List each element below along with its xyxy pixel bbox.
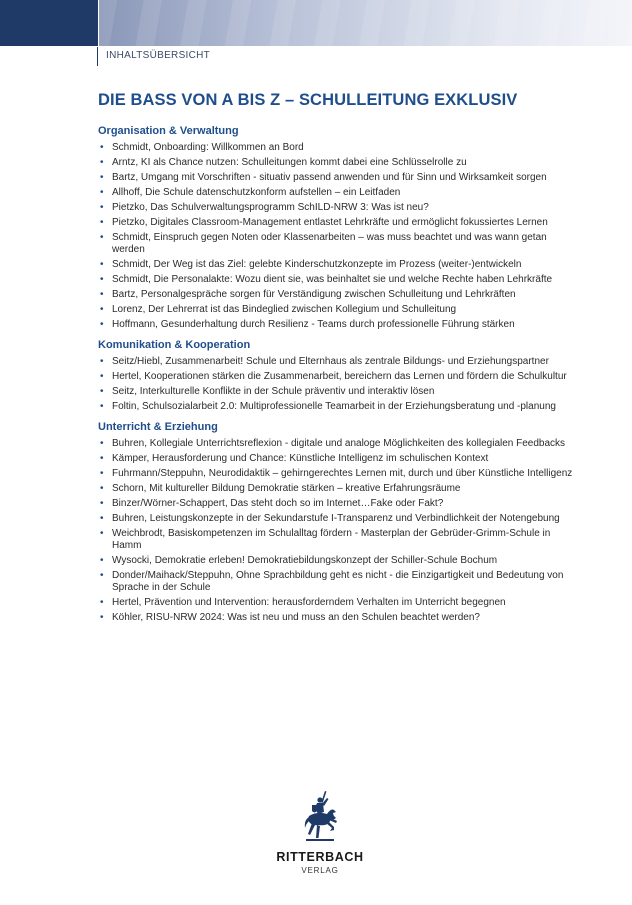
bullet-icon: • xyxy=(100,157,104,168)
knight-on-horse-icon xyxy=(299,790,341,848)
list-item xyxy=(98,570,580,594)
list-item xyxy=(98,498,580,510)
bullet-icon: • xyxy=(100,371,104,382)
header-image-band xyxy=(99,0,632,46)
bullet-icon: • xyxy=(100,498,104,509)
bullet-icon: • xyxy=(100,570,104,581)
list-item-text: Schmidt, Onboarding: Willkommen an Bord xyxy=(112,142,304,153)
list-item-text: Bartz, Personalgespräche sorgen für Verständigung zwischen Schulleitung und Lehrkräften xyxy=(112,289,516,300)
list-item-text: Foltin, Schulsozialarbeit 2.0: Multiprofessionelle Teamarbeit in der Erziehungsberatung und -planung xyxy=(112,401,556,412)
bullet-icon: • xyxy=(100,259,104,270)
list-item xyxy=(98,386,580,398)
article-list xyxy=(98,356,580,413)
list-item-text: Schmidt, Der Weg ist das Ziel: gelebte Kinderschutzkonzepte im Prozess (weiter-)entwickeln xyxy=(112,259,522,270)
list-item-text: Seitz, Interkulturelle Konflikte in der Schule präventiv und interaktiv lösen xyxy=(112,386,435,397)
bullet-icon: • xyxy=(100,304,104,315)
bullet-icon: • xyxy=(100,438,104,449)
list-item xyxy=(98,172,580,184)
list-item-text: Schmidt, Die Personalakte: Wozu dient sie, was beinhaltet sie und welche Rechte haben Lehrkräfte xyxy=(112,274,553,285)
list-item xyxy=(98,202,580,214)
list-item xyxy=(98,528,580,552)
list-item xyxy=(98,612,580,624)
bullet-icon: • xyxy=(100,232,104,243)
list-item-text: Fuhrmann/Steppuhn, Neurodidaktik – gehirngerechtes Lernen mit, durch und über Künstliche Intelligenz xyxy=(112,468,573,479)
publisher-logo xyxy=(270,790,370,875)
page-title: DIE BASS VON A BIS Z – SCHULLEITUNG EXKLUSIV xyxy=(98,91,518,109)
list-item xyxy=(98,483,580,495)
list-item-text: Weichbrodt, Basiskompetenzen im Schulalltag fördern - Masterplan der Gebrüder-Grimm-Schule in Hamm xyxy=(112,528,551,551)
table-of-contents xyxy=(98,124,580,631)
list-item-text: Lorenz, Der Lehrerrat ist das Bindeglied zwischen Kollegium und Schulleitung xyxy=(112,304,457,315)
bullet-icon: • xyxy=(100,142,104,153)
bullet-icon: • xyxy=(100,187,104,198)
list-item-text: Pietzko, Digitales Classroom-Management entlastet Lehrkräfte und ermöglicht fokussiertes Lernen xyxy=(112,217,548,228)
bullet-icon: • xyxy=(100,612,104,623)
category-heading: Komunikation & Kooperation xyxy=(98,339,251,351)
logo-wordmark: RITTERBACH xyxy=(276,850,364,864)
bullet-icon: • xyxy=(100,453,104,464)
list-item-text: Schorn, Mit kultureller Bildung Demokratie stärken – kreative Erfahrungsräume xyxy=(112,483,461,494)
list-item-text: Köhler, RISU-NRW 2024: Was ist neu und muss an den Schulen beachtet werden? xyxy=(112,612,480,623)
list-item-text: Schmidt, Einspruch gegen Noten oder Klassenarbeiten – was muss beachtet und was wann getan werden xyxy=(112,232,547,255)
logo-subtitle: VERLAG xyxy=(301,866,339,875)
header-divider-horizontal xyxy=(0,46,632,47)
list-item-text: Allhoff, Die Schule datenschutzkonform aufstellen – ein Leitfaden xyxy=(112,187,401,198)
list-item xyxy=(98,142,580,154)
category-heading: Organisation & Verwaltung xyxy=(98,125,239,137)
bullet-icon: • xyxy=(100,483,104,494)
list-item xyxy=(98,597,580,609)
bullet-icon: • xyxy=(100,202,104,213)
category-heading: Unterricht & Erziehung xyxy=(98,421,218,433)
list-item-text: Buhren, Kollegiale Unterrichtsreflexion - digitale und analoge Möglichkeiten des kollegialen Feedbacks xyxy=(112,438,566,449)
list-item xyxy=(98,438,580,450)
bullet-icon: • xyxy=(100,274,104,285)
list-item xyxy=(98,187,580,199)
list-item xyxy=(98,157,580,169)
list-item xyxy=(98,401,580,413)
bullet-icon: • xyxy=(100,172,104,183)
list-item xyxy=(98,274,580,286)
section-label: INHALTSÜBERSICHT xyxy=(106,50,211,61)
list-item xyxy=(98,217,580,229)
bullet-icon: • xyxy=(100,528,104,539)
list-item-text: Wysocki, Demokratie erleben! Demokratiebildungskonzept der Schiller-Schule Bochum xyxy=(112,555,498,566)
list-item-text: Hertel, Kooperationen stärken die Zusammenarbeit, bereichern das Lernen und fördern die Schulkultur xyxy=(112,371,567,382)
bullet-icon: • xyxy=(100,401,104,412)
bullet-icon: • xyxy=(100,597,104,608)
list-item-text: Seitz/Hiebl, Zusammenarbeit! Schule und Elternhaus als zentrale Bildungs- und Erziehungspartner xyxy=(112,356,549,367)
header-color-block xyxy=(0,0,97,46)
list-item-text: Donder/Maihack/Steppuhn, Ohne Sprachbildung geht es nicht - die Einzigartigkeit und Bedeutung von Sprache in der Schule xyxy=(112,570,564,593)
list-item-text: Bartz, Umgang mit Vorschriften - situativ passend anwenden und für Sinn und Wirksamkeit sorgen xyxy=(112,172,547,183)
bullet-icon: • xyxy=(100,319,104,330)
list-item xyxy=(98,453,580,465)
list-item xyxy=(98,356,580,368)
list-item xyxy=(98,468,580,480)
list-item-text: Hoffmann, Gesunderhaltung durch Resilienz - Teams durch professionelle Führung stärken xyxy=(112,319,515,330)
bullet-icon: • xyxy=(100,356,104,367)
list-item xyxy=(98,513,580,525)
list-item-text: Hertel, Prävention und Intervention: herausforderndem Verhalten im Unterricht begegnen xyxy=(112,597,506,608)
bullet-icon: • xyxy=(100,555,104,566)
list-item xyxy=(98,319,580,331)
list-item xyxy=(98,289,580,301)
list-item xyxy=(98,304,580,316)
bullet-icon: • xyxy=(100,468,104,479)
list-item xyxy=(98,371,580,383)
article-list xyxy=(98,142,580,331)
list-item-text: Binzer/Wörner-Schappert, Das steht doch so im Internet…Fake oder Fakt? xyxy=(112,498,444,509)
list-item-text: Pietzko, Das Schulverwaltungsprogramm SchILD-NRW 3: Was ist neu? xyxy=(112,202,429,213)
bullet-icon: • xyxy=(100,386,104,397)
list-item-text: Buhren, Leistungskonzepte in der Sekundarstufe I-Transparenz und Verbindlichkeit der Notengebung xyxy=(112,513,560,524)
list-item xyxy=(98,259,580,271)
list-item-text: Arntz, KI als Chance nutzen: Schulleitungen kommt dabei eine Schlüsselrolle zu xyxy=(112,157,467,168)
bullet-icon: • xyxy=(100,289,104,300)
article-list xyxy=(98,438,580,624)
list-item xyxy=(98,555,580,567)
list-item-text: Kämper, Herausforderung und Chance: Künstliche Intelligenz im schulischen Kontext xyxy=(112,453,489,464)
header-divider-vertical xyxy=(97,0,98,66)
bullet-icon: • xyxy=(100,513,104,524)
list-item xyxy=(98,232,580,256)
bullet-icon: • xyxy=(100,217,104,228)
